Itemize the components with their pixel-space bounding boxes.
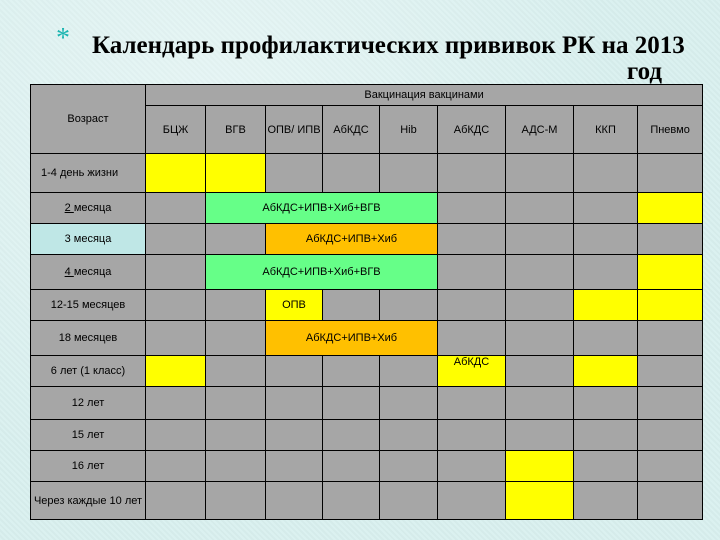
age-cell: 2 месяца (31, 193, 146, 224)
empty-cell (438, 154, 506, 193)
column-header: Hib (380, 106, 438, 154)
empty-cell (438, 290, 506, 321)
empty-cell (206, 224, 266, 255)
age-cell: 1-4 день жизни (31, 154, 146, 193)
column-header: ОПВ/ ИПВ (266, 106, 323, 154)
empty-cell (206, 420, 266, 451)
empty-cell (574, 255, 638, 290)
title-line-1: Календарь профилактических прививок РК на 2013 (92, 32, 685, 59)
title-line-2: год (626, 58, 662, 85)
vaccine-cell (638, 255, 703, 290)
empty-cell (146, 193, 206, 224)
empty-cell (146, 482, 206, 520)
combo-vaccine-cell: АбКДС (438, 356, 506, 387)
table-row (31, 255, 703, 290)
table-row (31, 420, 703, 451)
age-cell: 16 лет (31, 451, 146, 482)
empty-cell (266, 451, 323, 482)
empty-cell (323, 420, 380, 451)
combo-vaccine-cell: ОПВ (266, 290, 323, 321)
column-header: Пневмо (638, 106, 703, 154)
empty-cell (206, 290, 266, 321)
empty-cell (380, 387, 438, 420)
empty-cell (438, 482, 506, 520)
vaccine-cell (506, 482, 574, 520)
empty-cell (206, 356, 266, 387)
empty-cell (438, 255, 506, 290)
vaccine-cell (146, 356, 206, 387)
empty-cell (380, 154, 438, 193)
table-row (31, 193, 703, 224)
column-header: БЦЖ (146, 106, 206, 154)
empty-cell (206, 387, 266, 420)
age-cell: 12 лет (31, 387, 146, 420)
empty-cell (638, 154, 703, 193)
empty-cell (506, 321, 574, 356)
age-cell: 4 месяца (31, 255, 146, 290)
empty-cell (638, 224, 703, 255)
empty-cell (206, 482, 266, 520)
vaccine-cell (574, 356, 638, 387)
vaccine-cell (506, 451, 574, 482)
table-row (31, 387, 703, 420)
empty-cell (146, 290, 206, 321)
empty-cell (638, 321, 703, 356)
empty-cell (638, 482, 703, 520)
combo-vaccine-cell: АбКДС+ИПВ+Хиб+ВГВ (206, 193, 438, 224)
empty-cell (506, 387, 574, 420)
empty-cell (206, 451, 266, 482)
empty-cell (380, 451, 438, 482)
empty-cell (380, 290, 438, 321)
empty-cell (506, 420, 574, 451)
empty-cell (323, 154, 380, 193)
empty-cell (146, 451, 206, 482)
empty-cell (146, 321, 206, 356)
empty-cell (574, 420, 638, 451)
column-header: ВГВ (206, 106, 266, 154)
empty-cell (574, 451, 638, 482)
empty-cell (438, 420, 506, 451)
table-row (31, 290, 703, 321)
empty-cell (438, 451, 506, 482)
bullet-star-icon: * (56, 23, 70, 54)
vaccine-cell (206, 154, 266, 193)
empty-cell (323, 482, 380, 520)
empty-cell (266, 420, 323, 451)
age-cell: 6 лет (1 класс) (31, 356, 146, 387)
empty-cell (323, 387, 380, 420)
group-header: Вакцинация вакцинами (146, 85, 703, 106)
vaccine-cell (146, 154, 206, 193)
vaccination-calendar-table (30, 84, 703, 520)
empty-cell (266, 154, 323, 193)
empty-cell (380, 420, 438, 451)
table-row (31, 154, 703, 193)
table-row (31, 356, 703, 387)
empty-cell (438, 193, 506, 224)
header-row-group (31, 85, 703, 106)
empty-cell (323, 356, 380, 387)
column-header: АДС-М (506, 106, 574, 154)
age-cell: 15 лет (31, 420, 146, 451)
empty-cell (146, 420, 206, 451)
vaccine-cell (638, 290, 703, 321)
table-row (31, 321, 703, 356)
empty-cell (638, 451, 703, 482)
age-cell: Через каждые 10 лет (31, 482, 146, 520)
column-header: АбКДС (438, 106, 506, 154)
empty-cell (506, 154, 574, 193)
empty-cell (266, 482, 323, 520)
empty-cell (380, 482, 438, 520)
empty-cell (438, 321, 506, 356)
empty-cell (638, 420, 703, 451)
empty-cell (574, 193, 638, 224)
column-header: ККП (574, 106, 638, 154)
column-header: АбКДС (323, 106, 380, 154)
combo-vaccine-cell: АбКДС+ИПВ+Хиб+ВГВ (206, 255, 438, 290)
combo-vaccine-cell: АбКДС+ИПВ+Хиб (266, 321, 438, 356)
age-cell: 18 месяцев (31, 321, 146, 356)
empty-cell (206, 321, 266, 356)
table-row (31, 224, 703, 255)
empty-cell (380, 356, 438, 387)
empty-cell (438, 387, 506, 420)
age-cell: 3 месяца (31, 224, 146, 255)
age-header: Возраст (31, 85, 146, 154)
combo-vaccine-cell: АбКДС+ИПВ+Хиб (266, 224, 438, 255)
empty-cell (323, 451, 380, 482)
empty-cell (574, 224, 638, 255)
empty-cell (506, 356, 574, 387)
empty-cell (638, 356, 703, 387)
table-row (31, 451, 703, 482)
vaccine-cell (638, 193, 703, 224)
empty-cell (506, 290, 574, 321)
empty-cell (266, 387, 323, 420)
empty-cell (146, 224, 206, 255)
empty-cell (574, 387, 638, 420)
empty-cell (506, 193, 574, 224)
table-row (31, 482, 703, 520)
empty-cell (506, 255, 574, 290)
empty-cell (146, 255, 206, 290)
empty-cell (323, 290, 380, 321)
empty-cell (146, 387, 206, 420)
empty-cell (574, 482, 638, 520)
empty-cell (506, 224, 574, 255)
empty-cell (638, 387, 703, 420)
vaccine-cell (574, 290, 638, 321)
empty-cell (574, 154, 638, 193)
age-cell: 12-15 месяцев (31, 290, 146, 321)
empty-cell (574, 321, 638, 356)
empty-cell (266, 356, 323, 387)
empty-cell (438, 224, 506, 255)
